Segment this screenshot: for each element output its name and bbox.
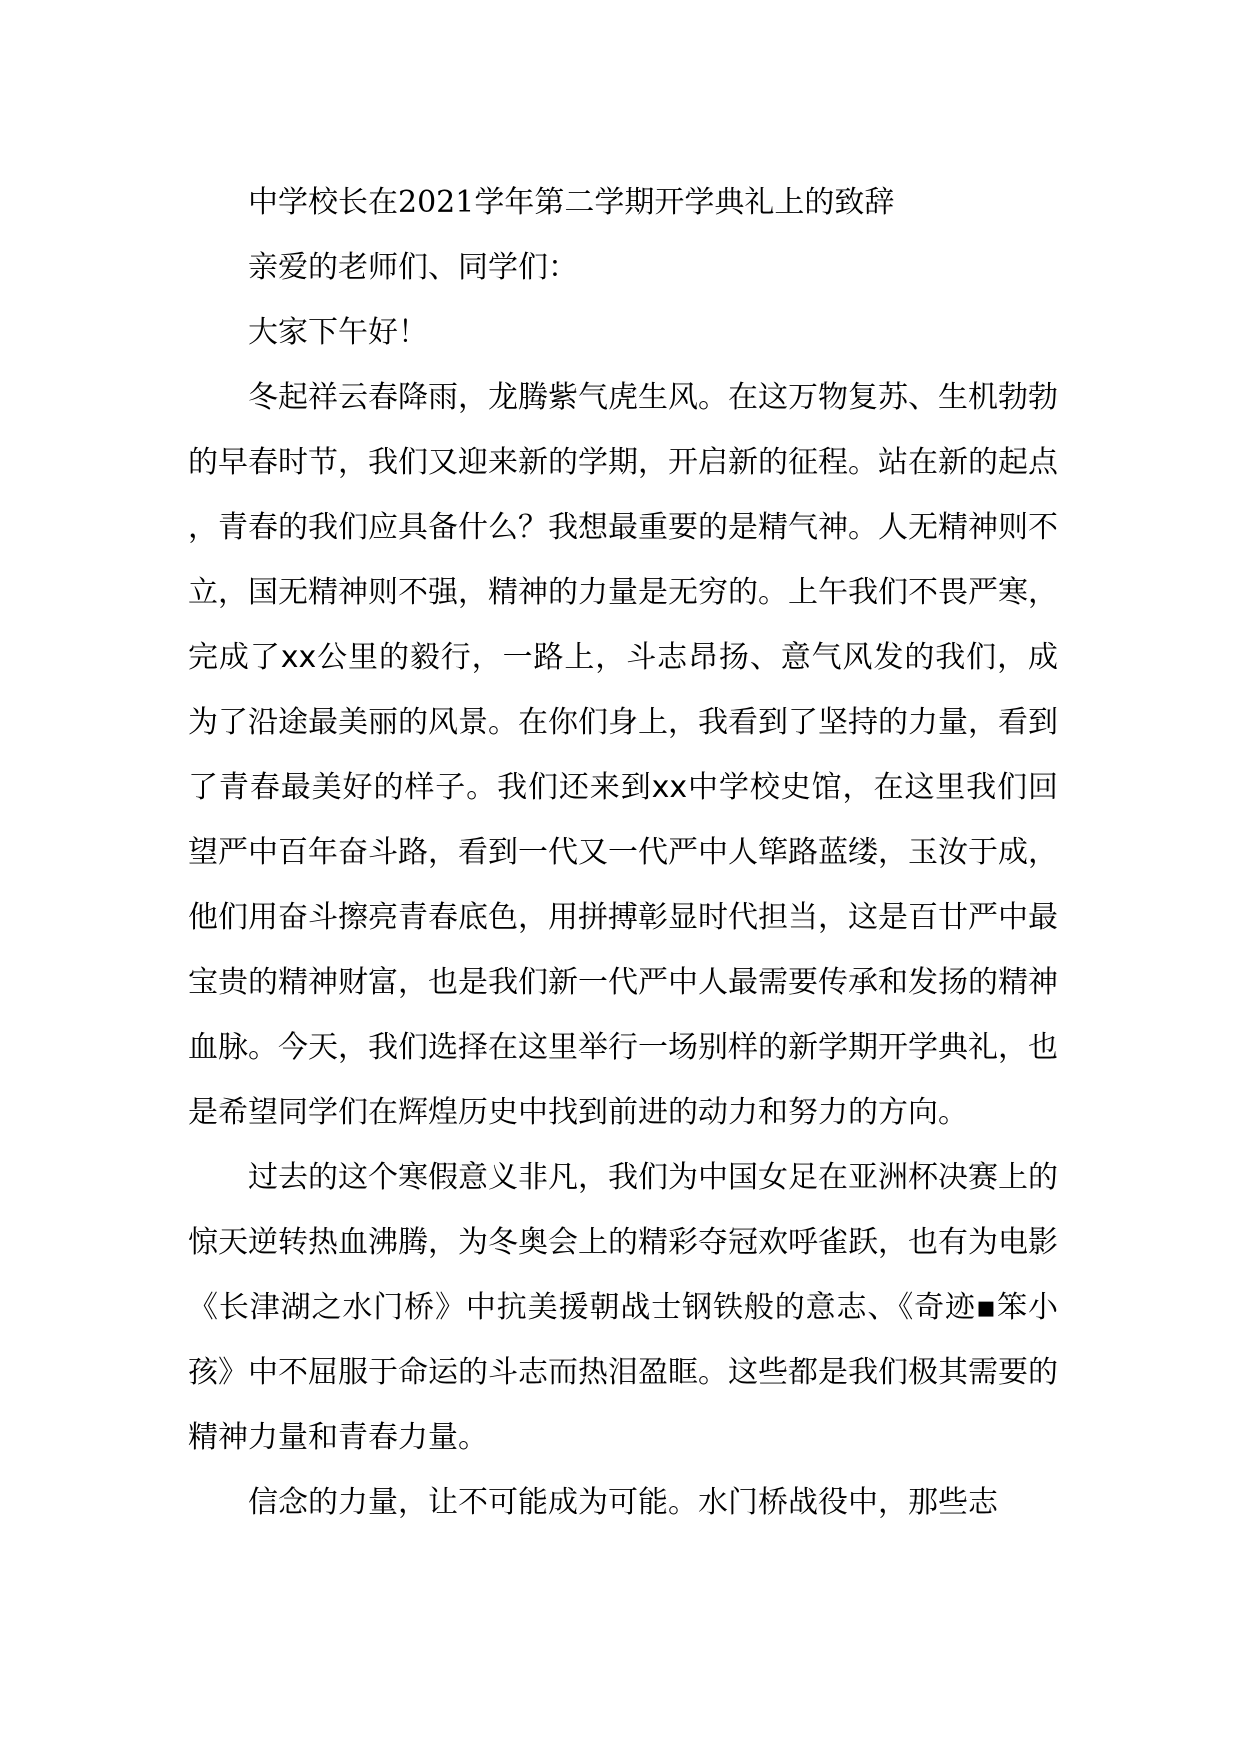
- greeting: 大家下午好！: [248, 315, 428, 350]
- document-body: [188, 170, 1058, 1535]
- document-title: 中学校长在2021学年第二学期开学典礼上的致辞: [248, 185, 895, 220]
- body-paragraph-3: 信念的力量，让不可能成为可能。水门桥战役中，那些志: [248, 1485, 998, 1520]
- body-paragraph-2: 过去的这个寒假意义非凡，我们为中国女足在亚洲杯决赛上的惊天逆转热血沸腾，为冬奥会上的精彩夺冠欢呼雀跃，也有为电影《长津湖之水门桥》中抗美援朝战士钢铁般的意志、《奇迹▪笨小孩》中不屈服于命运的斗志而热泪盈眶。这些都是我们极其需要的精神力量和青春力量。: [188, 1160, 1058, 1455]
- body-paragraph-1: 冬起祥云春降雨，龙腾紫气虎生风。在这万物复苏、生机勃勃的早春时节，我们又迎来新的学期，开启新的征程。站在新的起点，青春的我们应具备什么？我想最重要的是精气神。人无精神则不立，国无精神则不强，精神的力量是无穷的。上午我们不畏严寒，完成了xx公里的毅行，一路上，斗志昂扬、意气风发的我们，成为了沿途最美丽的风景。在你们身上，我看到了坚持的力量，看到了青春最美好的样子。我们还来到xx中学校史馆，在这里我们回望严中百年奋斗路，看到一代又一代严中人筚路蓝缕，玉汝于成，他们用奋斗擦亮青春底色，用拼搏彰显时代担当，这是百廿严中最宝贵的精神财富，也是我们新一代严中人最需要传承和发扬的精神血脉。今天，我们选择在这里举行一场别样的新学期开学典礼，也是希望同学们在辉煌历史中找到前进的动力和努力的方向。: [188, 380, 1058, 1130]
- salutation: 亲爱的老师们、同学们：: [248, 250, 578, 285]
